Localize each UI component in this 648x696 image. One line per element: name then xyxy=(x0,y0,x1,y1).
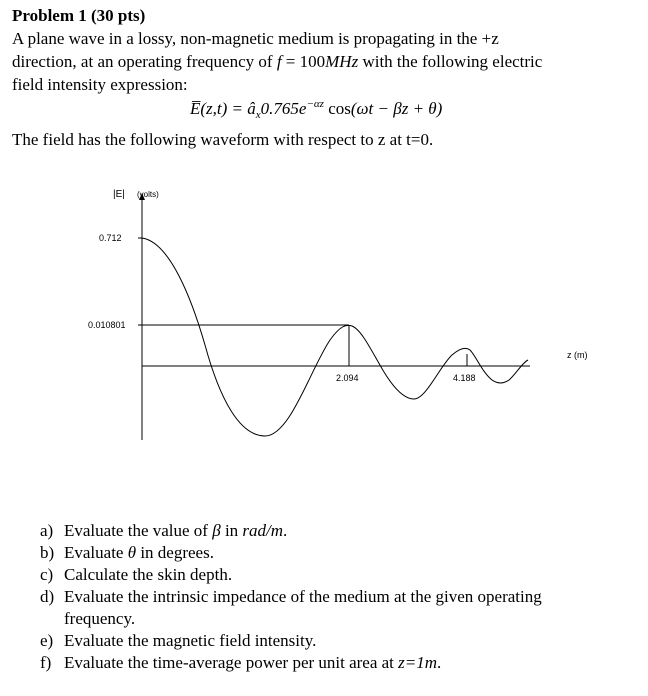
question-list xyxy=(40,520,640,674)
frequency-unit: MHz xyxy=(325,52,359,71)
intro-line-1: A plane wave in a lossy, non-magnetic medium is propagating in the +z xyxy=(12,29,499,48)
intro-line-3: field intensity expression: xyxy=(12,75,188,94)
question-e xyxy=(40,630,640,652)
theta-symbol: θ xyxy=(127,543,137,562)
question-a-label: a) xyxy=(40,521,54,540)
equation-lhs-sub: x xyxy=(255,109,261,121)
equation-lhs: E̅(z,t) = â xyxy=(190,99,256,118)
question-d-line-1: Evaluate the intrinsic impedance of the medium at the given operating xyxy=(64,587,542,606)
frequency-value: = 100 xyxy=(281,52,326,71)
equation-cos: cos xyxy=(323,99,351,118)
question-e-text: Evaluate the magnetic field intensity. xyxy=(64,631,317,650)
question-f-text: Evaluate the time-average power per unit area at xyxy=(64,653,399,672)
question-b-text: Evaluate xyxy=(64,543,128,562)
unit-rad-m: rad/m xyxy=(242,521,284,540)
series-line-e-field xyxy=(142,238,528,436)
y-axis-label-abs: |E| xyxy=(113,189,125,200)
question-d xyxy=(40,586,640,630)
beta-symbol: β xyxy=(212,521,221,540)
problem-title: Problem 1 (30 pts) xyxy=(12,6,146,25)
y-tick-0712: 0.712 xyxy=(99,233,122,243)
equation-coef: 0.765e xyxy=(260,99,307,118)
question-c xyxy=(40,564,640,586)
question-f-text-b: . xyxy=(437,653,442,672)
waveform-intro: The field has the following waveform with respect to z at t=0. xyxy=(12,130,434,149)
question-d-line-2: frequency. xyxy=(64,609,136,628)
x-axis-label: z (m) xyxy=(567,350,588,360)
x-tick-2094: 2.094 xyxy=(336,373,359,383)
frequency-symbol: f xyxy=(276,52,282,71)
equation-arg: (ωt − βz + θ) xyxy=(350,99,443,118)
question-a-text: Evaluate the value of xyxy=(64,521,213,540)
question-c-text: Calculate the skin depth. xyxy=(64,565,233,584)
question-f xyxy=(40,652,640,674)
y-tick-0010801: 0.010801 xyxy=(88,320,126,330)
equation-exp: −αz xyxy=(306,98,324,110)
intro-line-2b: with the following electric xyxy=(358,52,543,71)
question-b-text-b: in degrees. xyxy=(136,543,214,562)
question-b-label: b) xyxy=(40,543,55,562)
question-c-label: c) xyxy=(40,565,54,584)
question-a xyxy=(40,520,640,542)
question-e-label: e) xyxy=(40,631,54,650)
question-a-text-b: in xyxy=(220,521,243,540)
y-axis-label-unit: (volts) xyxy=(137,190,159,199)
intro-line-2a: direction, at an operating frequency of xyxy=(12,52,277,71)
question-a-text-c: . xyxy=(283,521,288,540)
question-f-label: f) xyxy=(40,653,52,672)
x-tick-4188: 4.188 xyxy=(453,373,476,383)
z-equals-1m: z=1m xyxy=(398,653,438,672)
question-d-label: d) xyxy=(40,587,55,606)
question-b xyxy=(40,542,640,564)
